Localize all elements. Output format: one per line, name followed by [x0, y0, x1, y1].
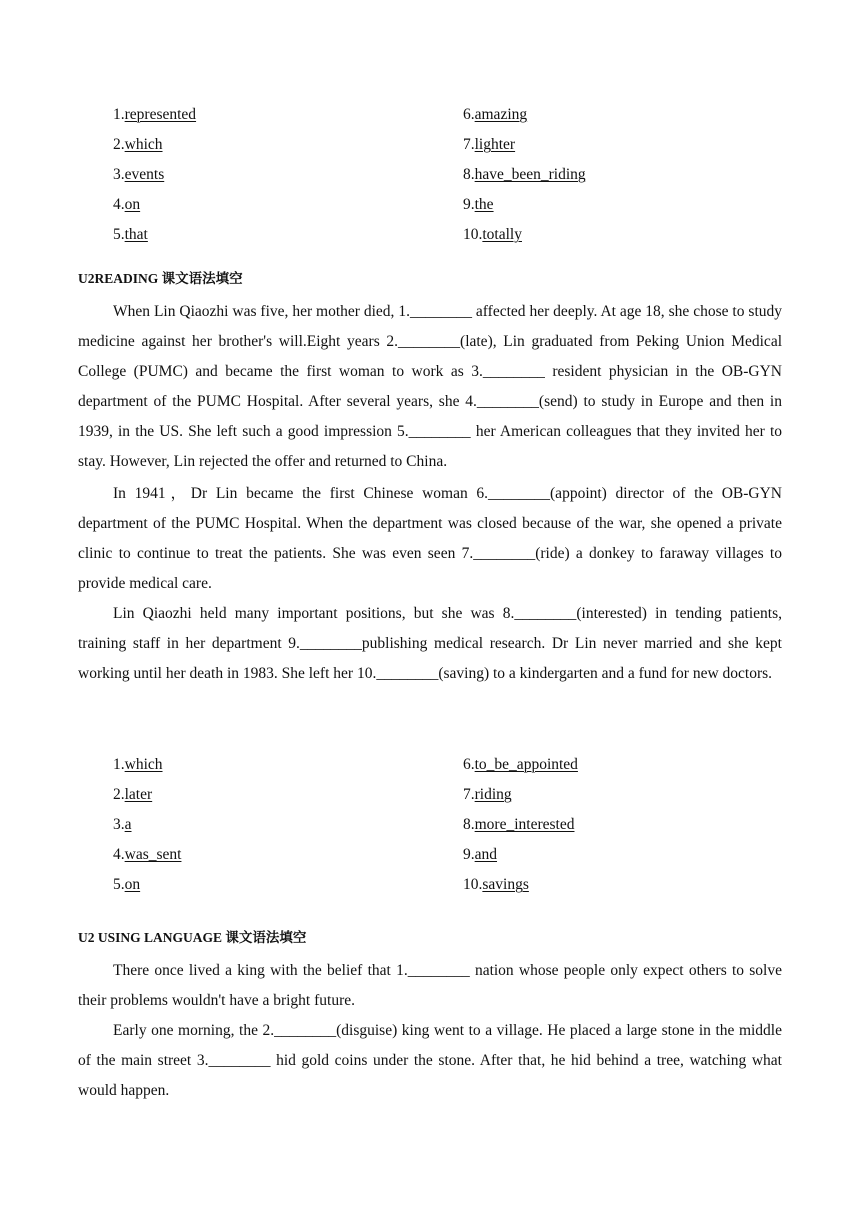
answer-row	[113, 810, 813, 840]
answer-item	[113, 100, 463, 130]
answer-text: events	[124, 166, 165, 183]
using-language-passage	[78, 956, 782, 1106]
passage-paragraph: Lin Qiaozhi held many important positions, but she was 8.________(interested) in tending patients, training staff in her department 9.________publishing medical research. Dr Lin never married and she kept working until her death in 1983. She left her 10.________(saving) to a kindergarten and a fund for new doctors.	[78, 605, 782, 682]
answer-item	[113, 190, 463, 220]
answer-number: 6.	[463, 756, 475, 773]
answer-number: 5.	[113, 226, 125, 243]
answer-text: which	[124, 136, 163, 153]
answer-item	[113, 840, 463, 870]
answer-text: lighter	[474, 136, 516, 153]
answer-number: 1.	[113, 756, 125, 773]
answer-item	[463, 750, 813, 780]
answer-text: to_be_appointed	[474, 756, 578, 773]
answer-item	[113, 870, 463, 900]
answer-text: more_interested	[474, 816, 575, 833]
answer-text: on	[124, 196, 141, 213]
answer-row	[113, 130, 813, 160]
answer-number: 2.	[113, 786, 125, 803]
answer-text: was_sent	[124, 846, 182, 863]
answer-item	[113, 130, 463, 160]
answer-number: 9.	[463, 196, 475, 213]
answer-text: riding	[474, 786, 512, 803]
answer-text: a	[124, 816, 132, 833]
answer-item	[463, 160, 813, 190]
passage-paragraph: In 1941，Dr Lin became the first Chinese woman 6.________(appoint) director of the OB-GYN department of the PUMC Hospital. When the department was closed because of the war, she opened a private clinic to continue to treat the patients. She was even seen 7.________(ride) a donkey to faraway villages to provide medical care.	[78, 485, 782, 592]
answer-number: 3.	[113, 816, 125, 833]
answer-grid-reading	[113, 750, 813, 900]
answer-item	[113, 810, 463, 840]
answer-number: 2.	[113, 136, 125, 153]
answer-text: that	[124, 226, 148, 243]
answer-text: totally	[482, 226, 522, 243]
answer-item	[463, 810, 813, 840]
reading-passage	[78, 297, 782, 689]
answer-text: savings	[482, 876, 529, 893]
answer-row	[113, 780, 813, 810]
answer-item	[463, 130, 813, 160]
answer-item	[113, 750, 463, 780]
answer-row	[113, 220, 813, 250]
answer-item	[463, 100, 813, 130]
answer-text: have_been_riding	[474, 166, 586, 183]
answer-number: 7.	[463, 136, 475, 153]
answer-text: later	[124, 786, 153, 803]
answer-number: 7.	[463, 786, 475, 803]
answer-row	[113, 750, 813, 780]
section-heading-using-language: U2 USING LANGUAGE 课文语法填空	[78, 930, 307, 945]
answer-text: represented	[124, 106, 197, 123]
answer-text: and	[474, 846, 498, 863]
answer-row	[113, 190, 813, 220]
answer-row	[113, 100, 813, 130]
answer-number: 9.	[463, 846, 475, 863]
answer-text: which	[124, 756, 163, 773]
answer-number: 4.	[113, 196, 125, 213]
answer-row	[113, 840, 813, 870]
answer-item	[463, 870, 813, 900]
answer-text: on	[124, 876, 141, 893]
answer-text: amazing	[474, 106, 528, 123]
section-heading-reading: U2READING 课文语法填空	[78, 271, 243, 286]
passage-paragraph: When Lin Qiaozhi was five, her mother died, 1.________ affected her deeply. At age 18, she chose to study medicine against her brother's will.Eight years 2.________(late), Lin graduated from Peking Union Medical College (PUMC) and became the first woman to work as 3.________ resident physician in the OB-GYN department of the PUMC Hospital. After several years, she 4.________(send) to study in Europe and then in 1939, in the US. She left such a good impression 5.________ her American colleagues that they invited her to stay. However, Lin rejected the offer and returned to China.	[78, 303, 782, 470]
answer-number: 4.	[113, 846, 125, 863]
passage-paragraph: There once lived a king with the belief that 1.________ nation whose people only expect others to solve their problems wouldn't have a bright future.	[78, 962, 782, 1009]
answer-item	[113, 220, 463, 250]
answer-number: 1.	[113, 106, 125, 123]
answer-number: 8.	[463, 166, 475, 183]
answer-item	[113, 160, 463, 190]
answer-grid-top	[113, 100, 813, 250]
answer-item	[463, 840, 813, 870]
answer-row	[113, 160, 813, 190]
answer-number: 10.	[463, 226, 483, 243]
answer-item	[463, 220, 813, 250]
answer-number: 3.	[113, 166, 125, 183]
answer-number: 5.	[113, 876, 125, 893]
answer-text: the	[474, 196, 494, 213]
answer-number: 10.	[463, 876, 483, 893]
answer-number: 6.	[463, 106, 475, 123]
answer-item	[463, 780, 813, 810]
answer-row	[113, 870, 813, 900]
answer-item	[113, 780, 463, 810]
answer-number: 8.	[463, 816, 475, 833]
passage-paragraph: Early one morning, the 2.________(disguise) king went to a village. He placed a large stone in the middle of the main street 3.________ hid gold coins under the stone. After that, he hid behind a tree, watching what would happen.	[78, 1022, 782, 1099]
answer-item	[463, 190, 813, 220]
